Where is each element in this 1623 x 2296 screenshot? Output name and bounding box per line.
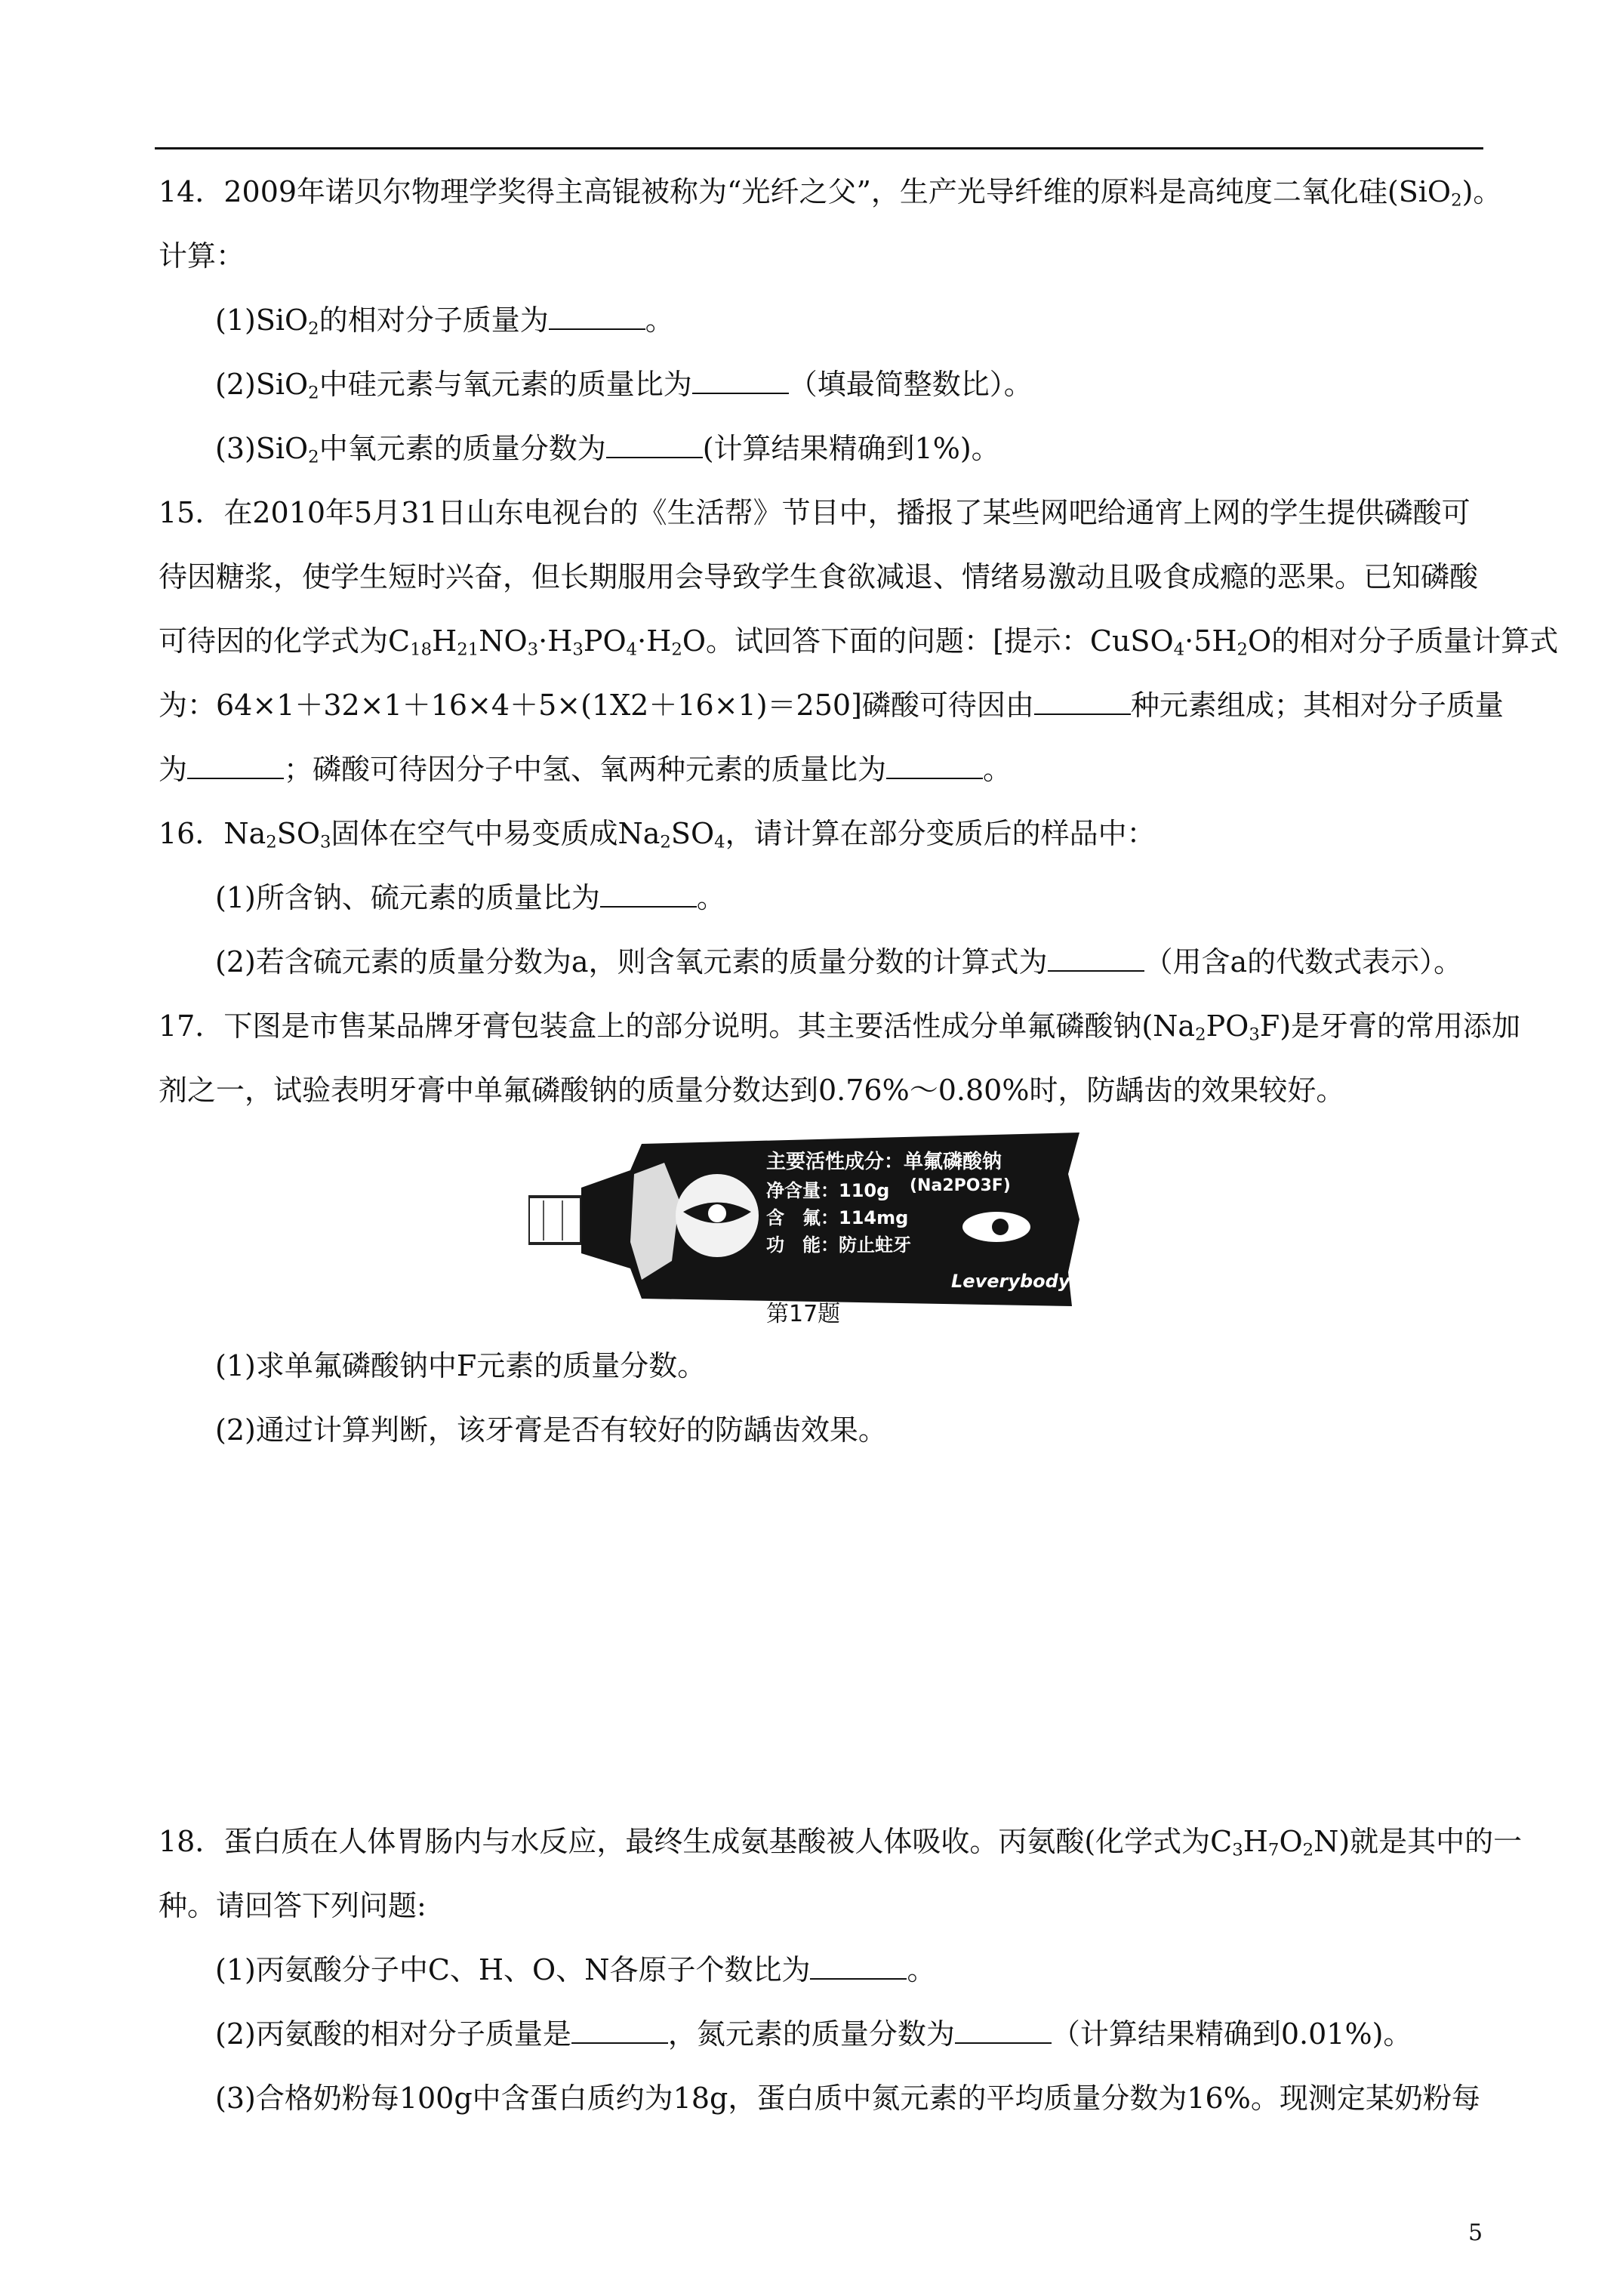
- figure-label-net-weight: 净含量：110g: [766, 1180, 890, 1201]
- answer-blank[interactable]: [810, 1955, 907, 1980]
- q15-line-4: 为：64×1＋32×1＋16×4＋5×(1X2＋16×1)＝250]磷酸可待因由 种元素组成；其相对分子质量: [159, 689, 1504, 722]
- page-number: 5: [1468, 2220, 1483, 2246]
- q16-line-1: 16．$Na_2SO_3$固体在空气中易变质成$Na_2SO_4$，请计算在部分变质后的样品中：: [159, 817, 1156, 852]
- q14-line-2: 计算：: [159, 239, 245, 273]
- q17-line-1: 17．下图是市售某品牌牙膏包装盒上的部分说明。其主要活性成分单氟磷酸钠$(Na_2PO_3F)$是牙膏的常用添加: [159, 1009, 1521, 1045]
- answer-blank[interactable]: [600, 883, 697, 908]
- q15-line-1: 15．在2010年5月31日山东电视台的《生活帮》节目中，播报了某些网吧给通宵上网的学生提供磷酸可: [159, 496, 1471, 529]
- figure-label-brand: Leverybody: [951, 1271, 1070, 1292]
- answer-blank[interactable]: [187, 755, 284, 779]
- figure-label-fluoride: 含 氟：114mg: [766, 1207, 909, 1228]
- q18-part-2: (2)丙氨酸的相对分子质量是 ，氮元素的质量分数为 （计算结果精确到0.01%)。: [215, 2017, 1412, 2051]
- answer-blank[interactable]: [549, 306, 645, 330]
- answer-blank[interactable]: [955, 2020, 1052, 2044]
- tube-cap: [528, 1197, 581, 1244]
- q15-line-5: 为 ；磷酸可待因分子中氢、氧两种元素的质量比为 。: [159, 753, 1012, 786]
- q18-part-3: (3)合格奶粉每100g中含蛋白质约为18g，蛋白质中氮元素的平均质量分数为16%。现测定某奶粉每: [215, 2082, 1480, 2115]
- q17-part-1: (1)求单氟磷酸钠中F元素的质量分数。: [215, 1349, 707, 1382]
- q16-part-1: (1)所含钠、硫元素的质量比为 。: [215, 881, 725, 914]
- q15-line-3: 可待因的化学式为$C_{18}H_{21}NO_3\cdot H_3PO_4\cdot H_2O$。试回答下面的问题：[提示：$CuSO_4\cdot 5H_2O$的相对分子质量计算式: [159, 624, 1559, 660]
- q14-line-1: 14．2009年诺贝尔物理学奖得主高锟被称为“光纤之父”，生产光导纤维的原料是高纯度二氧化硅(SiO$_2$)。: [159, 175, 1502, 211]
- answer-blank[interactable]: [692, 370, 789, 394]
- header-rule: [155, 147, 1483, 149]
- q15-line-2: 待因糖浆，使学生短时兴奋，但长期服用会导致学生食欲减退、情绪易激动且吸食成瘾的恶果。已知磷酸: [159, 560, 1479, 593]
- q14-part-1: (1)SiO$_2$的相对分子质量为 。: [215, 304, 674, 339]
- figure-caption: 第17题: [766, 1301, 841, 1327]
- figure-label-function: 功 能：防止蛀牙: [766, 1234, 911, 1256]
- answer-blank[interactable]: [571, 2020, 668, 2044]
- q14-part-3: (3)SiO$_2$中氧元素的质量分数为 (计算结果精确到1%)。: [215, 432, 1000, 467]
- figure-label-ingredient: 主要活性成分：单氟磷酸钠: [766, 1151, 1002, 1173]
- figure-label-formula: (Na2PO3F): [910, 1176, 1011, 1195]
- toothpaste-figure: [528, 1129, 1102, 1318]
- q16-part-2: (2)若含硫元素的质量分数为a，则含氧元素的质量分数的计算式为 （用含a的代数式表示）。: [215, 945, 1463, 978]
- answer-blank[interactable]: [606, 434, 703, 458]
- q18-line-1: 18．蛋白质在人体胃肠内与水反应，最终生成氨基酸被人体吸收。丙氨酸(化学式为$C_3H_7O_2N$)就是其中的一: [159, 1825, 1523, 1860]
- q14-part-2: (2)SiO$_2$中硅元素与氧元素的质量比为 （填最简整数比）。: [215, 368, 1033, 403]
- answer-blank[interactable]: [886, 755, 983, 779]
- q18-part-1: (1)丙氨酸分子中C、H、O、N各原子个数比为 。: [215, 1953, 936, 1986]
- q18-line-2: 种。请回答下列问题:: [159, 1889, 427, 1922]
- answer-blank[interactable]: [1034, 691, 1131, 715]
- answer-blank[interactable]: [1048, 948, 1144, 972]
- q17-part-2: (2)通过计算判断，该牙膏是否有较好的防龋齿效果。: [215, 1413, 887, 1447]
- q17-line-2: 剂之一，试验表明牙膏中单氟磷酸钠的质量分数达到0.76%～0.80%时，防龋齿的效果较好。: [159, 1074, 1345, 1107]
